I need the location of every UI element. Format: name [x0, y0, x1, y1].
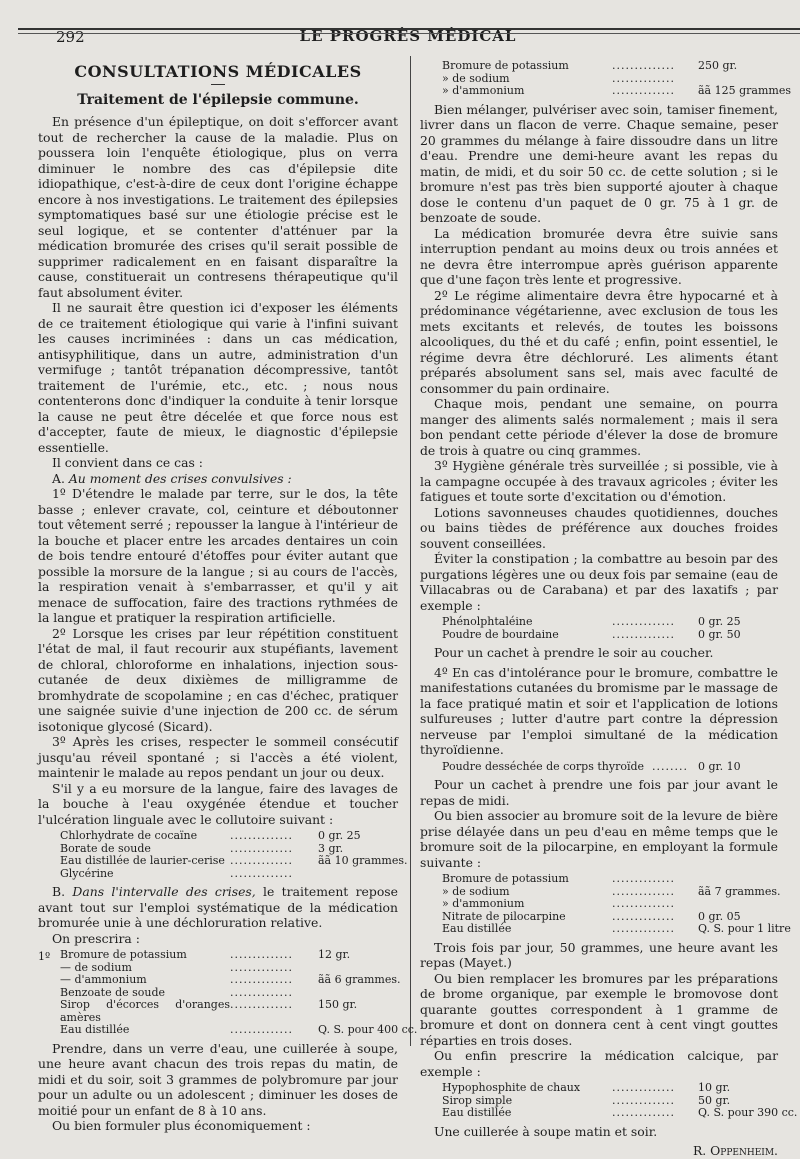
formula-line: Hypophosphite de chaux .............. 10 gr. [442, 1082, 778, 1095]
paragraph: Prendre, dans un verre d'eau, une cuillerée à soupe, une heure avant chacun des trois repas du matin, de midi et du soir, soit 3 grammes de polybromure par jour pour un adulte ou un adolescent ; diminuer les doses de moitié pour un enfant de 8 à 10 ans. [38, 1040, 398, 1118]
quantity: 0 gr. 10 [698, 759, 741, 773]
quantity: 0 gr. 05 [698, 909, 741, 923]
paragraph: Ou enfin prescrire la médication calcique, par exemple : [420, 1048, 778, 1079]
ingredient: Nitrate de pilocarpine [442, 909, 566, 923]
section-b-title: Dans l'intervalle des crises, [72, 884, 256, 899]
ingredient: Poudre desséchée de corps thyroïde [442, 759, 645, 773]
ingredient: Eau distillée de laurier-cerise [60, 854, 225, 867]
ingredient: Sirop d'écorces d'oranges amères [60, 998, 230, 1024]
formula-polybromure [38, 948, 418, 1037]
formula-line: Eau distillée .............. Q. S. pour 1 litre [442, 922, 791, 935]
quantity: ãã 125 grammes [698, 84, 791, 97]
paragraph: Ou bien associer au bromure soit de la levure de bière prise délayée dans un peu d'eau en même temps que le bromure soit de la pilocarpine, en employant la formule suivante : [420, 808, 778, 870]
ingredient: Eau distillée [442, 1106, 512, 1119]
paragraph: Trois fois par jour, 50 grammes, une heure avant les repas (Mayet.) [420, 939, 778, 970]
page-number: 292 [56, 28, 85, 46]
right-column [420, 59, 798, 1159]
formula-line: Glycérine .............. [60, 866, 293, 880]
formula-line: » d'ammonium .............. ãã 125 grammes [442, 84, 791, 97]
formula-line: Eau distillée de laurier-cerise .............. ãã 10 grammes. [60, 854, 408, 867]
article-title: Traitement de l'épilepsie commune. [77, 91, 359, 108]
section-a-title: Au moment des crises convulsives : [68, 470, 292, 486]
section-a-label: A. [52, 470, 65, 486]
paragraph: Une cuillerée à soupe matin et soir. [434, 1123, 658, 1139]
formula-line: » de sodium .............. [442, 71, 675, 85]
paragraph: Il convient dans ce cas : [52, 455, 203, 470]
paragraph: En présence d'un épileptique, on doit s'efforcer avant tout de rechercher la cause de la maladie. Plus on poussera loin l'enquête étiologique, plus on verra diminuer le nombre des cas d'épilepsie dite idiopathique, c'est-à-dire de ceux dont l'origine échappe encore à nos investigations. Le traitement des épilepsies symptomatiques basé sur une étiologie précise est le seul logique, et se contenter d'atténuer par la médication bromurée des crises qu'il serait possible de supprimer radicalement en en faisant disparaître la cause, constituerait un contresens thérapeutique qu'il faut absolument éviter. [38, 114, 398, 300]
ingredient: — de sodium [60, 960, 132, 974]
ingredient: Phénolphtaléine [442, 615, 533, 628]
quantity: ãã 6 grammes. [318, 973, 401, 986]
section-a-heading [38, 471, 398, 487]
left-column [38, 60, 418, 1134]
paragraph: Ou bien remplacer les bromures par les préparations de brome organique, par exemple le bromovose dont quarante gouttes correspondent à 1 gramme de bromure et dont on donnera cent à cent vingt gouttes réparties en trois doses. [420, 970, 778, 1048]
quantity: ãã 10 grammes. [318, 854, 408, 867]
formula-calcique [420, 1081, 798, 1120]
formula-pilocarpine [420, 872, 791, 936]
formula-collutoire [38, 829, 408, 880]
formula-line: Benzoate de soude .............. [60, 985, 293, 999]
paragraph: Pour un cachet à prendre une fois par jour avant le repas de midi. [420, 777, 778, 808]
quantity: 0 gr. 25 [698, 615, 741, 628]
quantity: 10 gr. [698, 1081, 731, 1094]
formula-thyroide [420, 761, 778, 774]
formula-line: Bromure de potassium .............. [442, 872, 675, 885]
ingredient: Benzoate de soude [60, 985, 166, 999]
ingredient: Glycérine [60, 866, 114, 880]
paragraph: Lotions savonneuses chaudes quotidiennes, douches ou bains tièdes de préférence aux douches froides souvent conseillées. [420, 504, 778, 551]
quantity: Q. S. pour 400 cc. [318, 1023, 418, 1036]
formula-line: Nitrate de pilocarpine .............. 0 gr. 05 [442, 911, 778, 924]
ingredient: » d'ammonium [442, 897, 525, 910]
ingredient: Chlorhydrate de cocaïne [60, 829, 198, 842]
column-divider [410, 56, 411, 1046]
section-title: CONSULTATIONS MÉDICALES [74, 62, 362, 81]
quantity: 0 gr. 50 [698, 627, 741, 641]
formula-line: Eau distillée .............. Q. S. pour 390 cc. [442, 1106, 798, 1119]
ingredient: Sirop simple [442, 1093, 513, 1107]
ingredient: » de sodium [442, 71, 510, 85]
paragraph: La médication bromurée devra être suivie sans interruption pendant au moins deux ou trois années et ne devra être interrompue après guérison apparente que d'une façon très lente et progressive. [420, 225, 778, 287]
paragraph: Ou bien formuler plus économiquement : [52, 1118, 311, 1133]
paragraph: 1º D'étendre le malade par terre, sur le dos, la tête basse ; enlever cravate, col, ceinture et déboutonner tout vêtement serré ; repousser la langue à l'intérieur de la bouche et placer entre les arcades dentaires un coin de bois tendre entouré d'étoffes pour éviter autant que possible la morsure de la langue ; si au cours de l'accès, la respiration venait à s'embarrasser, et qu'il y ait menace de suffocation, faire des tractions rythmées de la langue et pratiquer la respiration artificielle. [38, 486, 398, 625]
formula-line: Bromure de potassium .............. 250 gr. [442, 60, 778, 73]
author-signature: R. Oppenheim. [692, 1143, 778, 1158]
formula-line: — de sodium .............. [60, 960, 293, 974]
formula-line: Chlorhydrate de cocaïne .............. 0 gr. 25 [60, 830, 398, 843]
header-rule [18, 28, 800, 30]
formula-line: » d'ammonium .............. [442, 897, 675, 910]
title-rule [211, 84, 225, 85]
formula-line: Sirop simple .............. 50 gr. [442, 1095, 778, 1108]
formula-line: Poudre desséchée de corps thyroïde ........ 0 gr. 10 [442, 761, 778, 774]
quantity: Q. S. pour 390 cc. [698, 1106, 798, 1119]
formula-line: Borate de soude .............. 3 gr. [60, 843, 398, 856]
paragraph: On prescrira : [52, 930, 140, 946]
formula-number: 1º [38, 950, 51, 963]
formula-bromures [420, 59, 791, 98]
paragraph: Éviter la constipation ; la combattre au besoin par des purgations légères une ou deux fois par semaine (eau de Villacabras ou de Carabana) et par des laxatifs ; par exemple : [420, 551, 778, 613]
formula-line: Sirop d'écorces d'oranges amères .............. 150 gr. [60, 999, 398, 1024]
ingredient: Borate de soude [60, 841, 151, 855]
paragraph: Bien mélanger, pulvériser avec soin, tamiser finement, livrer dans un flacon de verre. Chaque semaine, peser 20 grammes du mélange à faire dissoudre dans un litre d'eau. Prendre une demi-heure avant les repas du matin, de midi, et du soir 50 cc. de cette solution ; si le bromure n'est pas très bien supporté ajouter à chaque dose le contenu d'un paquet de 0 gr. 75 à 1 gr. de benzoate de soude. [420, 101, 778, 225]
paragraph: Il ne saurait être question ici d'exposer les éléments de ce traitement étiologique qui varie à l'infini suivant les causes incriminées : dans un cas médication, antisyphilitique, dans un autre, administration d'un vermifuge ; tantôt trépanation décompressive, tantôt traitement de l'urémie, etc., etc. ; nous nous contenterons donc d'indiquer la conduite à tenir lorsque la cause ne peut être décelée et que force nous est d'accepter, faute de mieux, le diagnostic d'épilepsie essentielle. [38, 300, 398, 455]
ingredient: Poudre de bourdaine [442, 627, 559, 641]
paragraph: 3º Hygiène générale très surveillée ; si possible, vie à la campagne occupée à des travaux agricoles ; éviter les fatigues et toute sorte d'excitation ou d'émotion. [420, 458, 778, 504]
quantity: 0 gr. 25 [318, 829, 361, 842]
formula-line: Bromure de potassium .............. 12 gr. [60, 949, 398, 962]
ingredient: » de sodium [442, 884, 510, 898]
quantity: 3 gr. [318, 841, 344, 855]
formula-line: » de sodium .............. ãã 7 grammes. [442, 884, 781, 898]
ingredient: Bromure de potassium [442, 872, 569, 885]
header-rule-thin [18, 33, 800, 34]
ingredient: Eau distillée [60, 1023, 130, 1036]
quantity: ãã 7 grammes. [698, 884, 781, 898]
paragraph: S'il y a eu morsure de la langue, faire des lavages de la bouche à l'eau oxygénée étendue et toucher l'ulcération linguale avec le collutoire suivant : [38, 780, 398, 827]
quantity: Q. S. pour 1 litre [698, 922, 791, 935]
ingredient: Bromure de potassium [60, 948, 187, 961]
formula-line: Eau distillée .............. Q. S. pour 400 cc. [60, 1023, 418, 1036]
paragraph: Chaque mois, pendant une semaine, on pourra manger des aliments salés normalement ; mais il sera bon pendant cette période d'élever la dose de bromure de trois à quatre ou cinq grammes. [420, 396, 778, 458]
running-title: LE PROGRÈS MÉDICAL [299, 27, 517, 45]
section-b-paragraph [38, 884, 398, 931]
quantity: 50 gr. [698, 1093, 731, 1107]
paragraph: 2º Le régime alimentaire devra être hypocarné et à prédominance végétarienne, avec exclusion de tous les mets excitants et relevés, de toutes les boissons alcooliques, du thé et du café ; enfin, point essentiel, le régime devra être déchloruré. Les aliments étant préparés absolument sans sel, mais avec faculté de consommer du pain ordinaire. [420, 287, 778, 396]
ingredient: » d'ammonium [442, 84, 525, 97]
section-b-label: B. [52, 884, 66, 899]
ingredient: Eau distillée [442, 922, 512, 935]
quantity: 250 gr. [698, 59, 738, 72]
paragraph: 3º Après les crises, respecter le sommeil consécutif jusqu'au réveil spontané ; si l'accès a été violent, maintenir le malade au repos pendant un jour ou deux. [38, 734, 398, 780]
quantity: 12 gr. [318, 948, 351, 961]
formula-line: Phénolphtaléine .............. 0 gr. 25 [442, 616, 778, 629]
formula-line: — d'ammonium .............. ãã 6 grammes. [60, 973, 401, 986]
ingredient: — d'ammonium [60, 973, 147, 986]
paragraph: Pour un cachet à prendre le soir au coucher. [434, 645, 714, 660]
paragraph: 2º Lorsque les crises par leur répétition constituent l'état de mal, il faut recourir aux stupéfiants, lavement de chloral, chloroforme en inhalations, injection sous-cutanée de deux dixièmes de milligramme de bromhydrate de scopolamine ; en cas d'échec, pratiquer une saignée suivie d'une injection de 200 cc. de sérum isotonique glycosé (Sicard). [38, 625, 398, 734]
columns [38, 59, 798, 1158]
ingredient: Hypophosphite de chaux [442, 1081, 581, 1094]
formula-laxatif [420, 616, 778, 641]
ingredient: Bromure de potassium [442, 59, 569, 72]
section-b-text: le traitement repose avant tout sur l'emploi systématique de la médication bromurée unie à une déchloruration relative. [38, 884, 398, 930]
formula-line: Poudre de bourdaine .............. 0 gr. 50 [442, 629, 778, 642]
quantity: 150 gr. [318, 998, 358, 1011]
paragraph: 4º En cas d'intolérance pour le bromure, combattre le manifestations cutanées du bromisme par le massage de la face pratiqué matin et soir et l'application de lotions sulfureuses ; lutter d'autre part contre la dépression nerveuse par l'emploi simultané de la médication thyroïdienne. [420, 664, 778, 757]
